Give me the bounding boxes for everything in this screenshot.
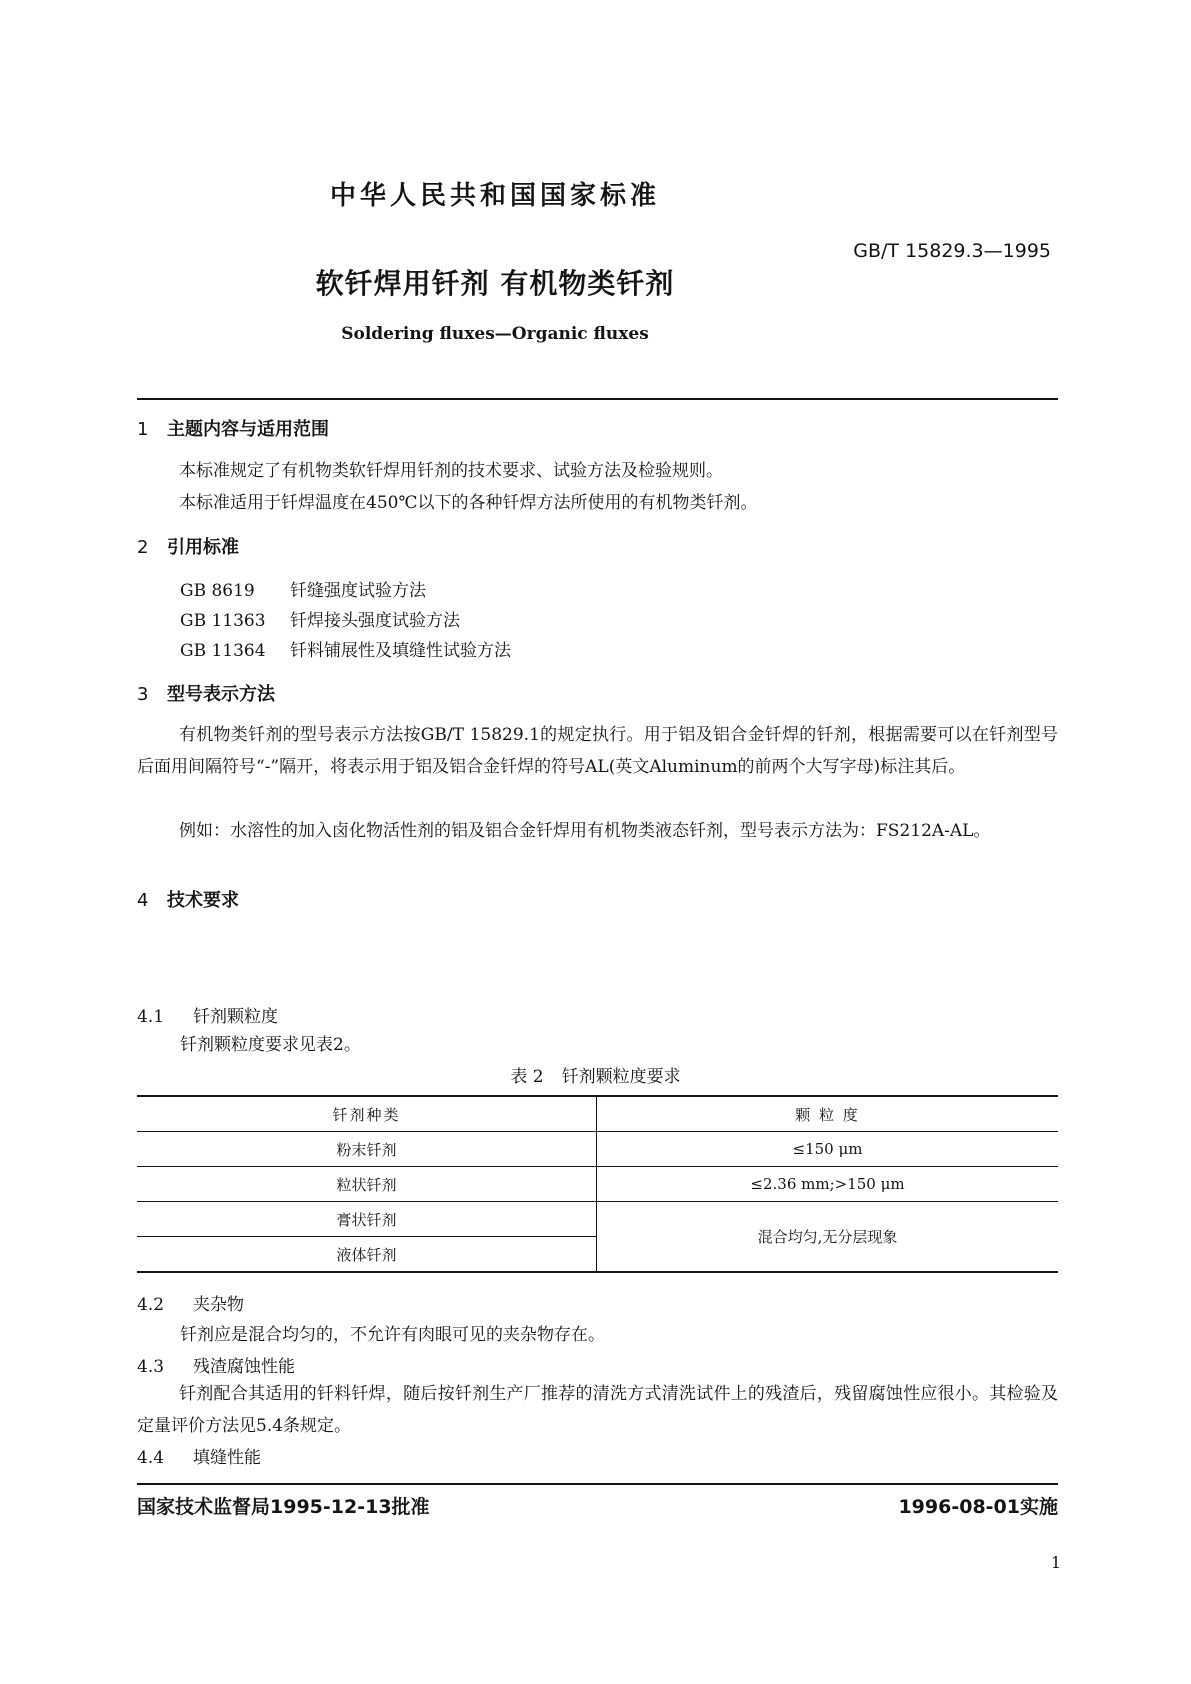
- header-divider: [137, 398, 1058, 400]
- reference-title: 钎缝强度试验方法: [290, 581, 426, 601]
- subsection-title: 残渣腐蚀性能: [193, 1357, 295, 1377]
- particle-size-cell: ≤150 μm: [597, 1132, 1059, 1167]
- paragraph: 有机物类钎剂的型号表示方法按GB/T 15829.1的规定执行。用于铝及铝合金钎焊的钎剂，根据需要可以在钎剂型号后面用间隔符号“-”隔开，将表示用于铝及铝合金钎焊的符号AL(英文Aluminum的前两个大写字母)标注其后。: [137, 725, 1058, 777]
- flux-type-cell: 粒状钎剂: [137, 1167, 597, 1202]
- section-number: 4: [137, 890, 149, 911]
- table-title: 钎剂颗粒度要求: [561, 1067, 681, 1087]
- table-row: [137, 1202, 1058, 1237]
- subsection-number: 4.2: [137, 1295, 165, 1315]
- issuing-authority-title: 中华人民共和国国家标准: [329, 181, 660, 211]
- section-heading: [137, 886, 239, 912]
- section-heading: [137, 533, 239, 559]
- page-number: 1: [1050, 1553, 1061, 1572]
- column-header-flux-type: 钎剂种类: [137, 1096, 597, 1132]
- particle-size-table: [137, 1095, 1058, 1273]
- section-number: 3: [137, 684, 149, 705]
- section-number: 2: [137, 537, 149, 558]
- particle-size-cell: 混合均匀,无分层现象: [597, 1202, 1059, 1273]
- subsection-number: 4.3: [137, 1357, 165, 1377]
- section-number: 1: [137, 419, 149, 440]
- reference-title: 钎焊接头强度试验方法: [290, 611, 460, 631]
- reference-item: [180, 636, 511, 661]
- table-number: 表 2: [510, 1067, 544, 1087]
- flux-type-cell: 液体钎剂: [137, 1237, 597, 1273]
- reference-code: GB 11363: [180, 611, 266, 631]
- subsection-heading: [137, 1002, 278, 1027]
- paragraph: 例如：水溶性的加入卤化物活性剂的铝及铝合金钎焊用有机物类液态钎剂，型号表示方法为：FS212A-AL。: [179, 821, 991, 841]
- subsection-title: 钎剂颗粒度: [193, 1007, 278, 1027]
- flux-type-cell: 膏状钎剂: [137, 1202, 597, 1237]
- section-heading: [137, 415, 329, 441]
- document-title-chinese: 软钎焊用钎剂 有机物类钎剂: [315, 267, 675, 300]
- section-heading: [137, 680, 275, 706]
- reference-title: 钎料铺展性及填缝性试验方法: [290, 641, 511, 661]
- approval-note: 国家技术监督局1995-12-13批准: [137, 1496, 430, 1518]
- section-title: 主题内容与适用范围: [167, 419, 329, 440]
- subsection-heading: [137, 1443, 261, 1468]
- section-title: 型号表示方法: [167, 684, 275, 705]
- table-row: [137, 1132, 1058, 1167]
- subsection-number: 4.1: [137, 1007, 165, 1027]
- flux-type-cell: 粉末钎剂: [137, 1132, 597, 1167]
- subsection-heading: [137, 1352, 295, 1377]
- paragraph: 钎剂应是混合均匀的，不允许有肉眼可见的夹杂物存在。: [180, 1325, 605, 1345]
- paragraph: 本标准适用于钎焊温度在450℃以下的各种钎焊方法所使用的有机物类钎剂。: [179, 493, 758, 513]
- subsection-title: 填缝性能: [193, 1448, 261, 1468]
- particle-size-cell: ≤2.36 mm;>150 μm: [597, 1167, 1059, 1202]
- reference-code: GB 8619: [180, 581, 255, 601]
- reference-item: [180, 576, 426, 601]
- paragraph: 本标准规定了有机物类软钎焊用钎剂的技术要求、试验方法及检验规则。: [179, 461, 723, 481]
- standard-code: GB/T 15829.3—1995: [853, 240, 1051, 262]
- table-row: [137, 1167, 1058, 1202]
- section-title: 技术要求: [167, 890, 239, 911]
- column-header-particle-size: 颗 粒 度: [597, 1096, 1059, 1132]
- subsection-number: 4.4: [137, 1448, 165, 1468]
- document-title-english: Soldering fluxes—Organic fluxes: [341, 324, 649, 344]
- reference-item: [180, 606, 460, 631]
- subsection-heading: [137, 1290, 244, 1315]
- footer-divider: [137, 1483, 1058, 1485]
- table-header-row: [137, 1096, 1058, 1132]
- reference-code: GB 11364: [180, 641, 266, 661]
- paragraph: 钎剂配合其适用的钎料钎焊，随后按钎剂生产厂推荐的清洗方式清洗试件上的残渣后，残留腐蚀性应很小。其检验及定量评价方法见5.4条规定。: [137, 1384, 1058, 1436]
- paragraph: 钎剂颗粒度要求见表2。: [180, 1035, 361, 1055]
- subsection-title: 夹杂物: [193, 1295, 244, 1315]
- table-caption: [0, 1062, 1191, 1087]
- section-title: 引用标准: [167, 537, 239, 558]
- effective-date: 1996-08-01实施: [898, 1496, 1058, 1518]
